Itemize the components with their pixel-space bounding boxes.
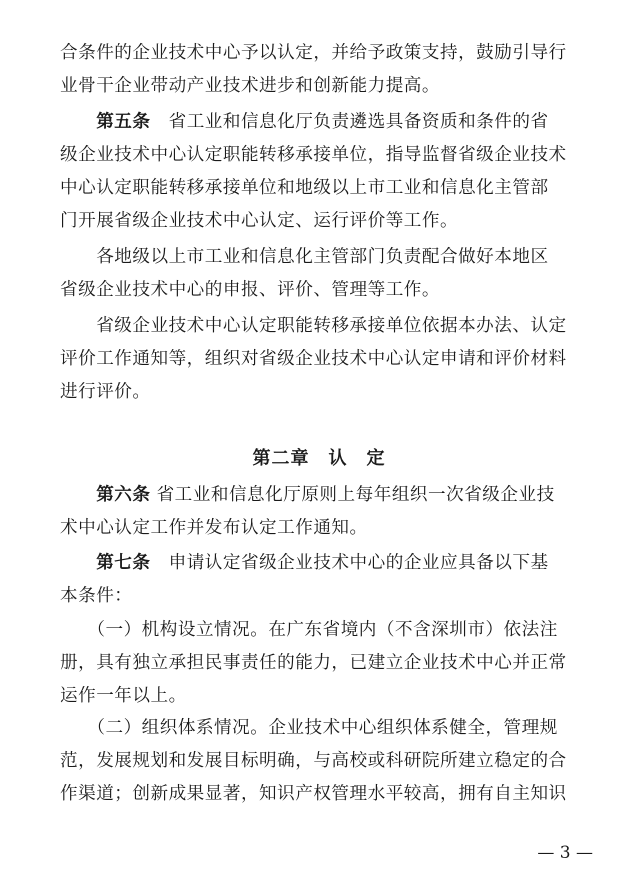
article-7 [60, 547, 592, 613]
text-span: 各地级以上市工业和信息化主管部门负责配合做好本地区 [96, 247, 549, 267]
text-line: 门开展省级企业技术中心认定、运行评价等工作。 [60, 211, 459, 231]
article-text: 申请认定省级企业技术中心的企业应具备以下基 [150, 553, 549, 573]
paragraph-continuation [60, 37, 592, 103]
text-line [60, 106, 592, 139]
text-line [60, 479, 592, 512]
text-line: 册，具有独立承担民事责任的能力，已建立企业技术中心并正常 [60, 653, 567, 673]
text-line: 范，发展规划和发展目标明确，与高校或科研院所建立稳定的合 [60, 751, 567, 771]
article-6 [60, 479, 592, 545]
text-line: 省级企业技术中心的申报、评价、管理等工作。 [60, 280, 440, 300]
page-number: — 3 — [537, 843, 593, 863]
article-heading: 第六条 [96, 485, 151, 505]
article-5 [60, 106, 592, 238]
item-2 [60, 712, 592, 811]
text-line [60, 712, 592, 745]
article-text: 省工业和信息化厅原则上每年组织一次省级企业技 [150, 485, 555, 505]
text-span: （一）机构设立情况。在广东省境内（不含深圳市）依法注 [96, 620, 558, 640]
text-line [60, 310, 592, 343]
text-line: 运作一年以上。 [60, 686, 187, 706]
text-line: 进行评价。 [60, 382, 151, 402]
article-text: 省工业和信息化厅负责遴选具备资质和条件的省 [150, 112, 549, 132]
text-line [60, 614, 592, 647]
text-line [60, 241, 592, 274]
chapter-heading: 第二章 认 定 [252, 448, 386, 469]
article-heading: 第五条 [96, 112, 151, 132]
text-line: 合条件的企业技术中心予以认定，并给予政策支持，鼓励引导行 [60, 43, 567, 63]
text-line: 作渠道；创新成果显著，知识产权管理水平较高，拥有自主知识 [60, 784, 567, 804]
text-line: 业骨干企业带动产业技术进步和创新能力提高。 [60, 76, 440, 96]
text-line: 级企业技术中心认定职能转移承接单位，指导监督省级企业技术 [60, 145, 567, 165]
text-line: 术中心认定工作并发布认定工作通知。 [60, 518, 368, 538]
text-span: 省级企业技术中心认定职能转移承接单位依据本办法、认定 [96, 316, 567, 336]
text-line: 本条件： [60, 586, 133, 606]
paragraph-local-departments [60, 241, 592, 307]
text-line [60, 547, 592, 580]
item-1 [60, 614, 592, 713]
article-heading: 第七条 [96, 553, 151, 573]
text-line: 中心认定职能转移承接单位和地级以上市工业和信息化主管部 [60, 178, 549, 198]
text-line: 评价工作通知等，组织对省级企业技术中心认定申请和评价材料 [60, 349, 567, 369]
paragraph-transfer-unit [60, 310, 592, 409]
text-span: （二）组织体系情况。企业技术中心组织体系健全，管理规 [96, 718, 558, 738]
